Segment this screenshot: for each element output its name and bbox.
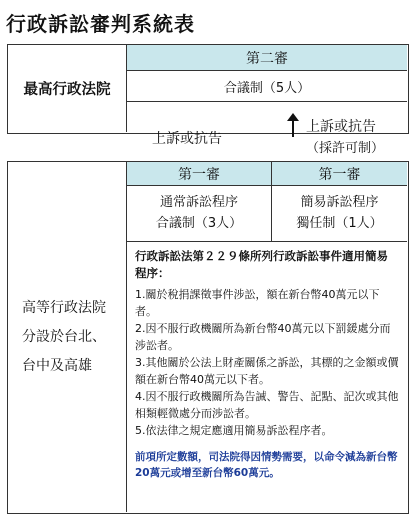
ordinary-instance-header: 第一審 [127,162,272,186]
amount-adjustment-note: 前項所定數額，司法院得因情勢需要，以命令減為新台幣20萬元或增至新台幣60萬元。 [135,451,398,479]
supreme-panel: 合議制（5人） [127,71,407,102]
ordinary-procedure: 通常訴訟程序 [159,195,238,210]
conditions-heading: 行政訴訟法第２２９條所列行政訴訟事件適用簡易程序： [135,249,388,280]
condition-item: 1.關於稅捐課徵事件涉訟，額在新台幣40萬元以下者。 [135,288,380,318]
high-court-line: 分設於台北、 [22,328,106,345]
supreme-court-name: 最高行政法院 [8,45,127,132]
high-court-box [7,161,409,514]
supreme-instance: 第二審 [127,45,407,71]
conditions-list [135,286,399,439]
summary-procedure-cell [272,186,407,242]
condition-item: 4.因不服行政機關所為告誡、警告、記點、記次或其他相類輕微處分而涉訟者。 [135,390,399,420]
summary-instance-header: 第一審 [272,162,407,186]
condition-item: 3.其他關於公法上財產關係之訴訟，其標的之金額或價額在新台幣40萬元以下者。 [135,356,399,386]
appeal-label-left: 上訴或抗告 [152,131,222,147]
page-title: 行政訴訟審判系統表 [6,12,195,36]
summary-panel: 獨任制（1人） [296,216,383,231]
up-arrow-icon [286,113,300,137]
ordinary-panel: 合議制（3人） [155,216,243,231]
high-court-line: 高等行政法院 [22,299,106,316]
summary-procedure: 簡易訴訟程序 [300,195,379,210]
high-court-name [8,162,127,512]
condition-item: 5.依法律之規定應適用簡易訴訟程序者。 [135,424,333,437]
high-court-line: 台中及高雄 [22,357,92,374]
appeal-label-right: 上訴或抗告 [306,119,376,135]
condition-item: 2.因不服行政機關所為新台幣40萬元以下罰鍰處分而涉訟者。 [135,322,391,352]
ordinary-procedure-cell [127,186,272,242]
appeal-permission-note: （採許可制） [306,141,385,156]
summary-conditions [127,242,407,512]
